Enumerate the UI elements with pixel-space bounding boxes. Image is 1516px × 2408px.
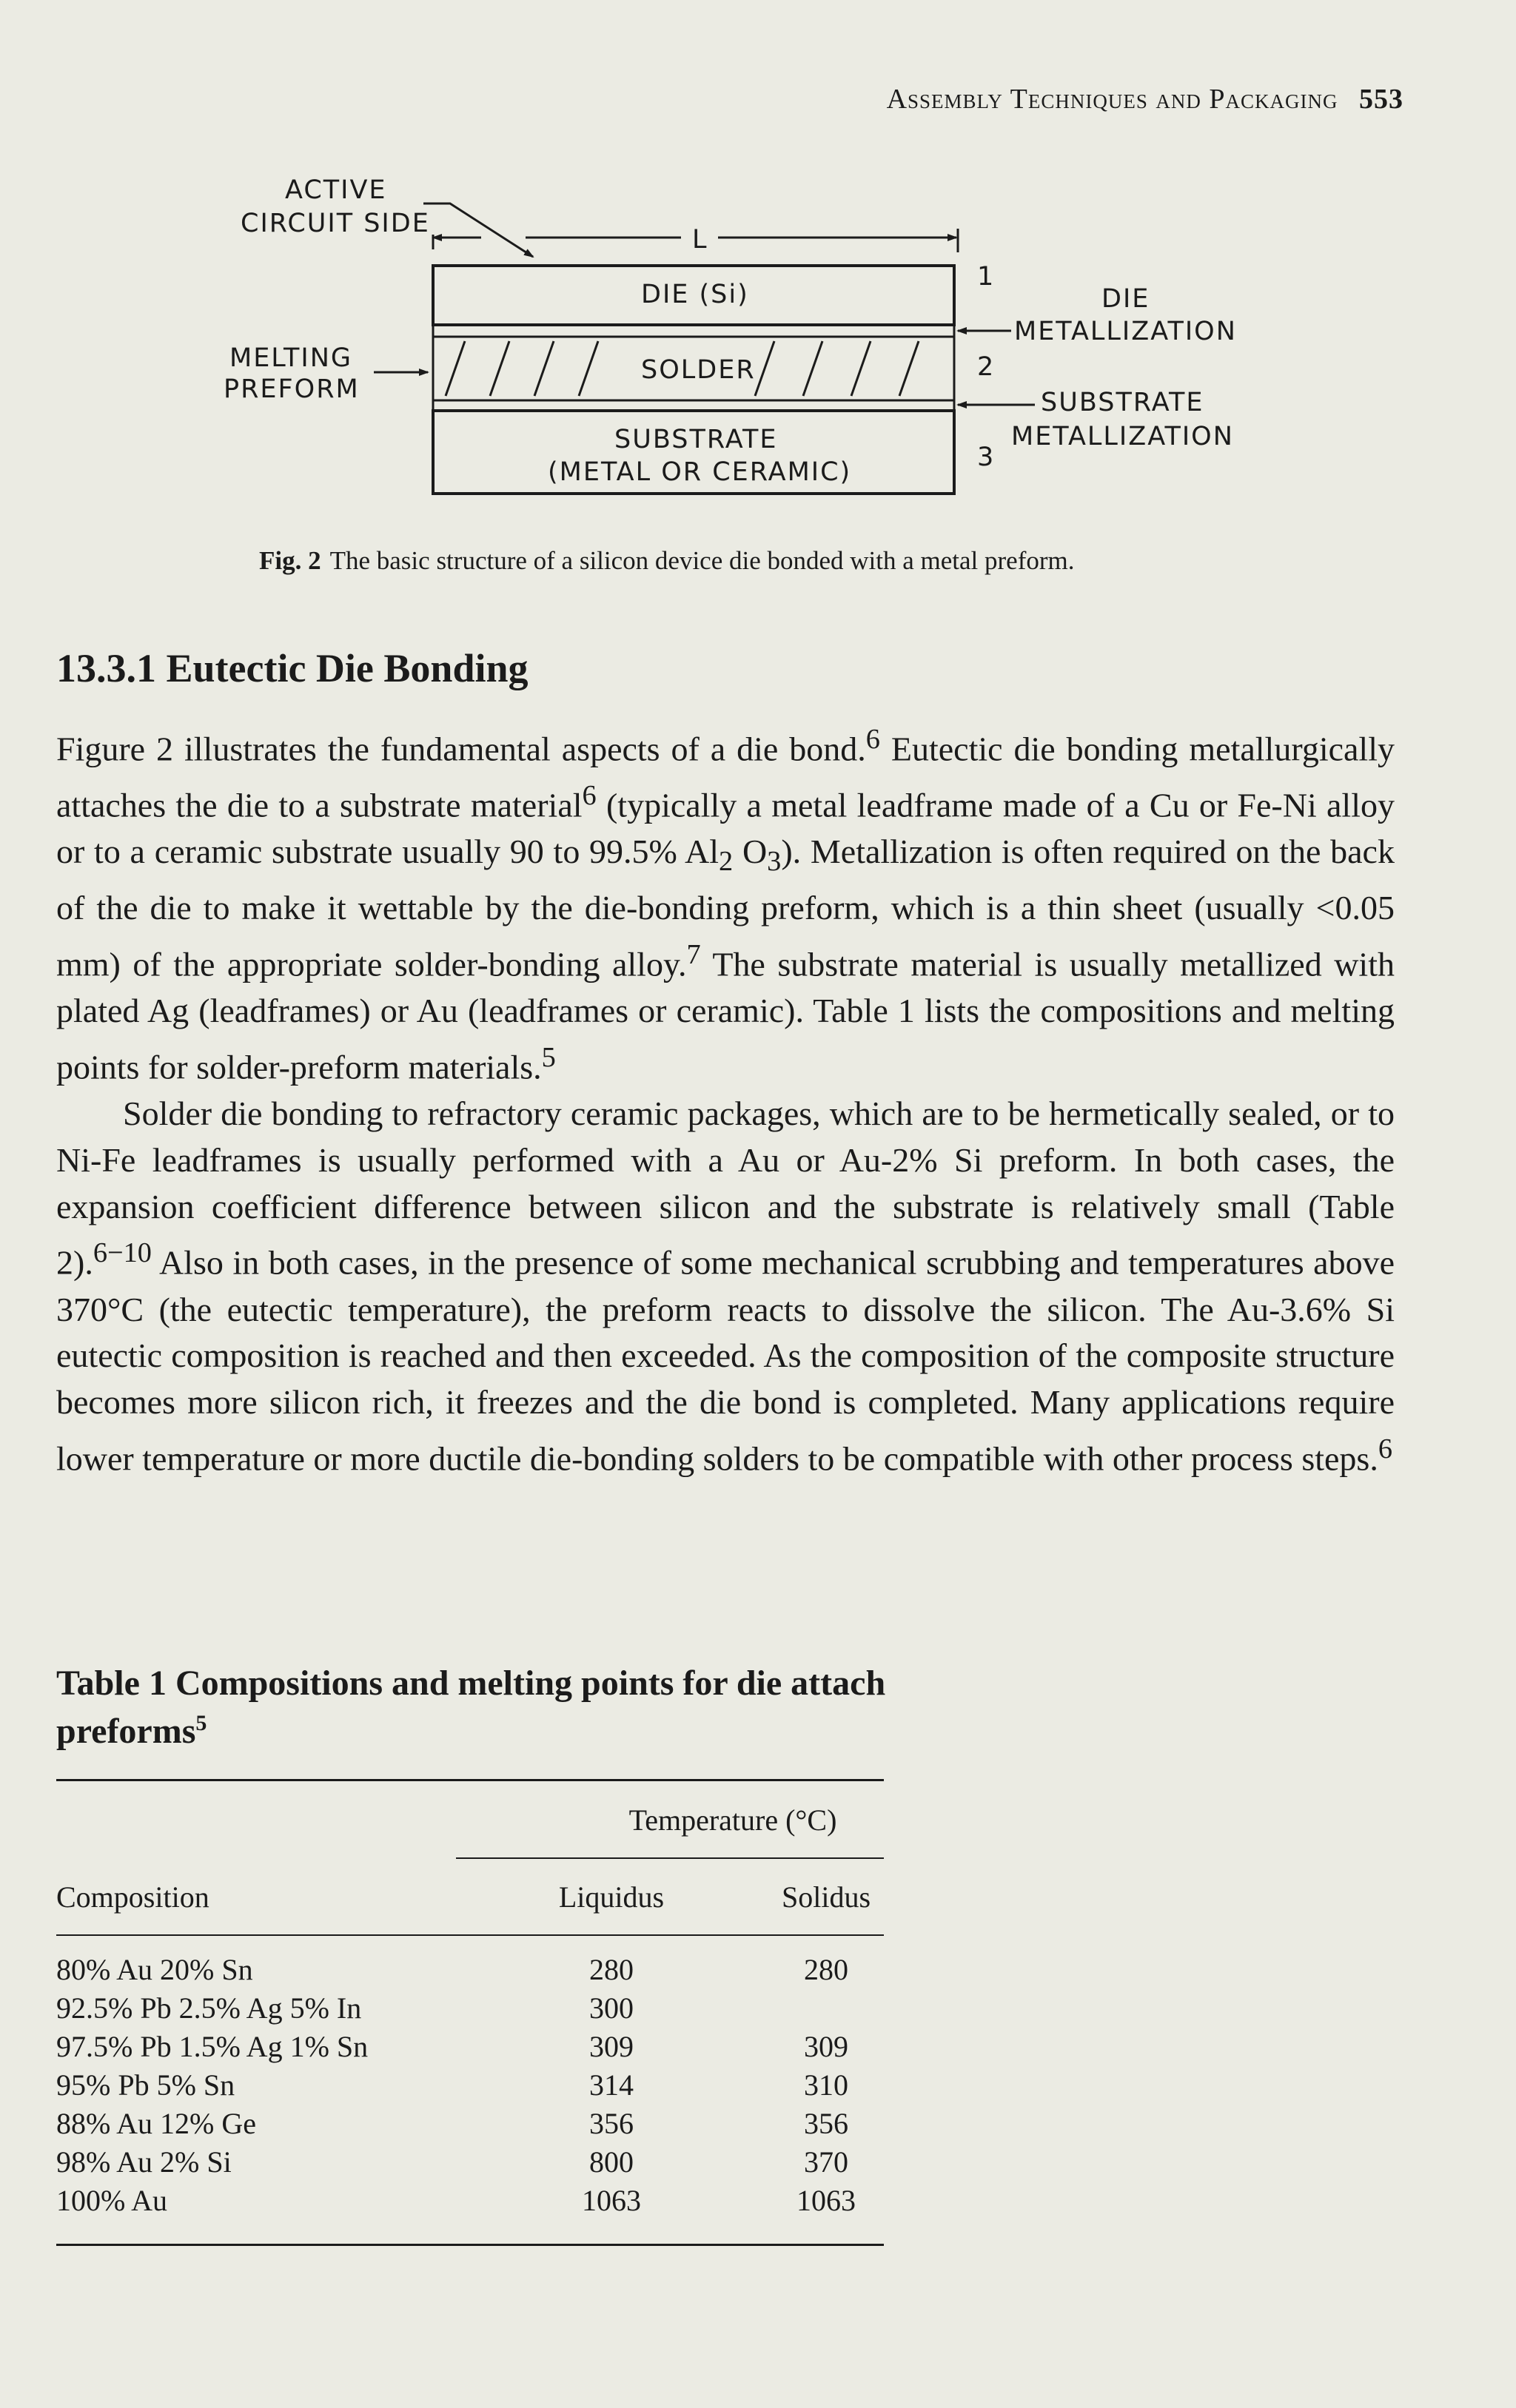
temperature-group-rule [456,1857,884,1859]
p1-text-f: The substrate material is usually metallized with plated Ag (leadframes) or Au (leadframes or ceramic). Table 1 lists the compositions and melting points for solder-preform materials. [56,945,1395,1086]
table-title: Table 1 Compositions and melting points for die attach preforms [56,1664,886,1751]
table-row [56,2106,884,2145]
label-num-1: 1 [977,262,996,292]
body-text [56,716,1395,1482]
substrate-metallization-layer [433,400,954,411]
subscript: 2 [719,846,734,878]
label-num-3: 3 [977,443,996,472]
die-bond-figure [215,167,1273,522]
cell-liquidus: 1063 [582,2184,641,2217]
reference-marker: 6 [865,724,880,755]
cell-solidus: 370 [804,2145,848,2179]
table-row [56,1991,884,2029]
cell-composition: 100% Au [56,2184,167,2217]
label-solder: SOLDER [641,355,756,385]
label-num-2: 2 [977,352,996,382]
subscript: 3 [767,846,782,878]
header-rule [56,1934,884,1936]
cell-composition: 98% Au 2% Si [56,2145,232,2179]
cell-liquidus: 800 [589,2145,634,2179]
cell-liquidus: 309 [589,2030,634,2063]
p1-text-e: ). Metallization is often required on the back of the die to make it wettable by the die-bonding preform, which is a thin sheet (usually <0.05 mm) of the appropriate solder-bonding alloy. [56,833,1395,983]
table-caption [56,1664,908,1752]
table-row [56,1952,884,1991]
p1-text-d: O [733,833,768,871]
table-row [56,2068,884,2106]
cell-composition: 92.5% Pb 2.5% Ag 5% In [56,1991,362,2025]
cell-liquidus: 280 [589,1953,634,1986]
reference-marker: 6 [582,780,597,812]
table-row [56,2145,884,2183]
label-metal-or-ceramic: (METAL OR CERAMIC) [548,457,852,487]
label-melting: MELTING [229,343,352,373]
reference-marker: 7 [686,939,701,971]
compositions-table [56,1779,884,2253]
label-substrate-right: SUBSTRATE [1041,388,1204,417]
cell-composition: 95% Pb 5% Sn [56,2068,235,2102]
table-row [56,2183,884,2222]
p1-text-b: Eutectic die bonding metallurgically attaches the die to a substrate material [56,730,1395,824]
cell-solidus: 280 [804,1953,848,1986]
figure-caption-text: The basic structure of a silicon device die bonded with a metal preform. [329,546,1075,575]
p1-text-a: Figure 2 illustrates the fundamental aspects of a die bond. [56,730,866,768]
cell-liquidus: 356 [589,2107,634,2140]
label-die: DIE (Si) [641,280,749,309]
cell-liquidus: 314 [589,2068,634,2102]
cell-solidus: 310 [804,2068,848,2102]
table-bottom-rule [56,2244,884,2246]
reference-marker: 5 [195,1711,207,1735]
paragraph-1 [56,716,1395,1091]
temperature-group-header: Temperature (°C) [628,1803,837,1837]
cell-composition: 80% Au 20% Sn [56,1953,253,1986]
reference-marker: 5 [541,1041,556,1073]
section-heading: 13.3.1 Eutectic Die Bonding [56,646,529,690]
cell-solidus: 1063 [796,2184,856,2217]
p2-text-a: Solder die bonding to refractory ceramic packages, which are to be hermetically sealed, or to Ni-Fe leadframes is usually performed with a Au or Au-2% Si preform. In both cases, the expansion coefficient difference between silicon and the substrate is relatively small (Table 2). [56,1094,1395,1282]
figure-caption-label: Fig. 2 [259,546,321,575]
cell-solidus: 356 [804,2107,848,2140]
cell-liquidus: 300 [589,1991,634,2025]
label-length: L [692,225,708,255]
label-substrate-metallization: METALLIZATION [1011,422,1234,451]
label-circuit-side: CIRCUIT SIDE [241,209,430,238]
label-die-metallization: METALLIZATION [1014,317,1237,346]
running-head [887,83,1403,115]
label-substrate: SUBSTRATE [614,425,778,454]
p1-text-c: (typically a metal leadframe made of a Cu or Fe-Ni alloy or to a ceramic substrate usually 90 to 99.5% Al [56,786,1395,871]
page-number: 553 [1359,84,1403,115]
label-active: ACTIVE [285,175,387,205]
reference-marker: 6 [1378,1433,1392,1464]
reference-marker: 6−10 [93,1237,152,1269]
table-row [56,2029,884,2068]
active-side-leader [423,204,533,257]
die-metallization-layer [433,325,954,337]
cell-composition: 88% Au 12% Ge [56,2107,256,2140]
label-die-right: DIE [1101,284,1150,314]
paragraph-2 [56,1091,1395,1482]
cell-composition: 97.5% Pb 1.5% Ag 1% Sn [56,2030,369,2063]
figure-caption [259,546,1075,576]
table-body [56,1952,884,2222]
cell-solidus: 309 [804,2030,848,2063]
column-header-solidus: Solidus [781,1880,871,1914]
table-top-rule [56,1779,884,1781]
p2-text-b: Also in both cases, in the presence of some mechanical scrubbing and temperatures above 370°C (the eutectic temperature), the preform reacts to dissolve the silicon. The Au-3.6% Si eutectic composition is reached and then exceeded. As the composition of the composite structure becomes more silicon rich, it freezes and the die bond is completed. Many applications require lower temperature or more ductile die-bonding solders to be compatible with other process steps. [56,1243,1395,1478]
column-header-composition: Composition [56,1880,209,1914]
column-header-liquidus: Liquidus [558,1880,665,1914]
running-head-title: Assembly Techniques and Packaging [886,84,1338,115]
label-preform: PREFORM [224,374,360,404]
